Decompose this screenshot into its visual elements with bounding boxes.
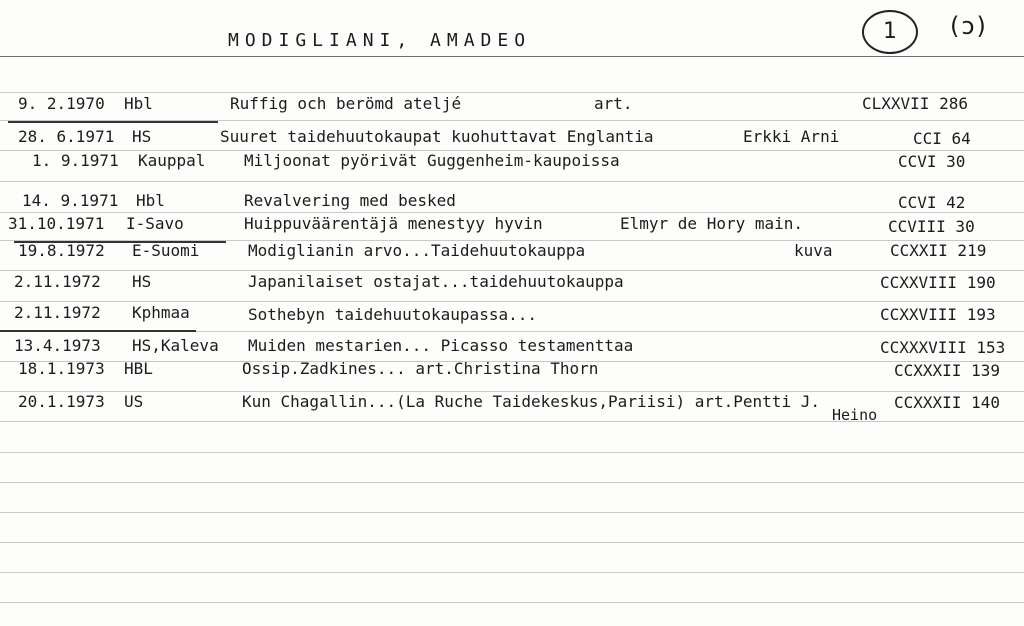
- entry-title: Kun Chagallin...(La Ruche Taidekeskus,Pariisi) art.Pentti J.: [242, 392, 820, 411]
- entry-source: Kauppal: [138, 151, 206, 170]
- entry-source: HBL: [124, 359, 153, 378]
- rule-line: [0, 92, 1024, 93]
- entry-ref: CCVI 42: [898, 193, 966, 212]
- pen-underline: [8, 121, 218, 123]
- entry-date: 2.11.1972: [14, 272, 101, 291]
- entry-ref: CCI 64: [913, 129, 971, 148]
- entry-source: HS: [132, 272, 152, 291]
- card-number: 1: [862, 10, 918, 54]
- rule-line: [0, 301, 1024, 302]
- entry-date: 28. 6.1971: [18, 127, 115, 146]
- entry-date: 2.11.1972: [14, 303, 101, 322]
- entry-ref: CCXXXII 139: [894, 361, 1000, 380]
- pen-underline: [0, 330, 196, 332]
- entry-ref: CCXXVIII 190: [880, 273, 996, 292]
- entry-title: Revalvering med besked: [244, 191, 456, 210]
- entry-ref: CCXXXII 140: [894, 393, 1000, 412]
- rule-line: [0, 602, 1024, 603]
- entry-source: HS: [132, 127, 152, 146]
- entry-title: Huippuväärentäjä menestyy hyvin: [244, 214, 543, 233]
- entry-source: Hbl: [124, 94, 153, 113]
- entry-source: HS,Kaleva: [132, 336, 219, 355]
- rule-line: [0, 56, 1024, 57]
- card-heading: MODIGLIANI, AMADEO: [228, 30, 532, 51]
- entry-date: 14. 9.1971: [22, 191, 119, 210]
- rule-line: [0, 212, 1024, 213]
- entry-title: Modiglianin arvo...Taidehuutokauppa: [248, 241, 586, 260]
- entry-source: Hbl: [136, 191, 165, 210]
- entry-ref: CLXXVII 286: [862, 94, 968, 113]
- entry-date: 1. 9.1971: [32, 151, 119, 170]
- entry-title: Muiden mestarien... Picasso testamenttaa: [248, 336, 634, 355]
- entry-title: Ossip.Zadkines... art.Christina Thorn: [242, 359, 599, 378]
- rule-line: [0, 181, 1024, 182]
- rule-line: [0, 572, 1024, 573]
- entry-date: 18.1.1973: [18, 359, 105, 378]
- entry-title: Suuret taidehuutokaupat kuohuttavat Englantia: [220, 127, 654, 146]
- rule-line: [0, 512, 1024, 513]
- card-number-paren: (ɔ): [950, 12, 988, 40]
- entry-title: Miljoonat pyörivät Guggenheim-kaupoissa: [244, 151, 620, 170]
- entry-ref: CCVI 30: [898, 152, 966, 171]
- entry-date: 20.1.1973: [18, 392, 105, 411]
- rule-line: [0, 270, 1024, 271]
- entry-date: 9. 2.1970: [18, 94, 105, 113]
- entry-date: 13.4.1973: [14, 336, 101, 355]
- entry-ref: CCXXII 219: [890, 241, 987, 260]
- entry-source: E-Suomi: [132, 241, 200, 260]
- entry-author: Erkki Arni: [743, 127, 840, 146]
- rule-line: [0, 452, 1024, 453]
- entry-title: Sothebyn taidehuutokaupassa...: [248, 305, 537, 324]
- entry-author: art.: [594, 94, 633, 113]
- entry-source: I-Savo: [126, 214, 184, 233]
- entry-source: US: [124, 392, 144, 411]
- entry-title: Japanilaiset ostajat...taidehuutokauppa: [248, 272, 624, 291]
- entry-author: kuva: [794, 241, 833, 260]
- entry-author: Elmyr de Hory main.: [620, 214, 804, 233]
- entry-ref: CCXXXVIII 153: [880, 338, 1006, 357]
- entry-date: 19.8.1972: [18, 241, 105, 260]
- entry-date: 31.10.1971: [8, 214, 105, 233]
- entry-ref: CCVIII 30: [888, 217, 975, 236]
- rule-line: [0, 542, 1024, 543]
- entry-author: Heino: [832, 406, 878, 424]
- rule-line: [0, 482, 1024, 483]
- entry-ref: CCXXVIII 193: [880, 305, 996, 324]
- entry-source: Kphmaa: [132, 303, 190, 322]
- entry-title: Ruffig och berömd ateljé: [230, 94, 462, 113]
